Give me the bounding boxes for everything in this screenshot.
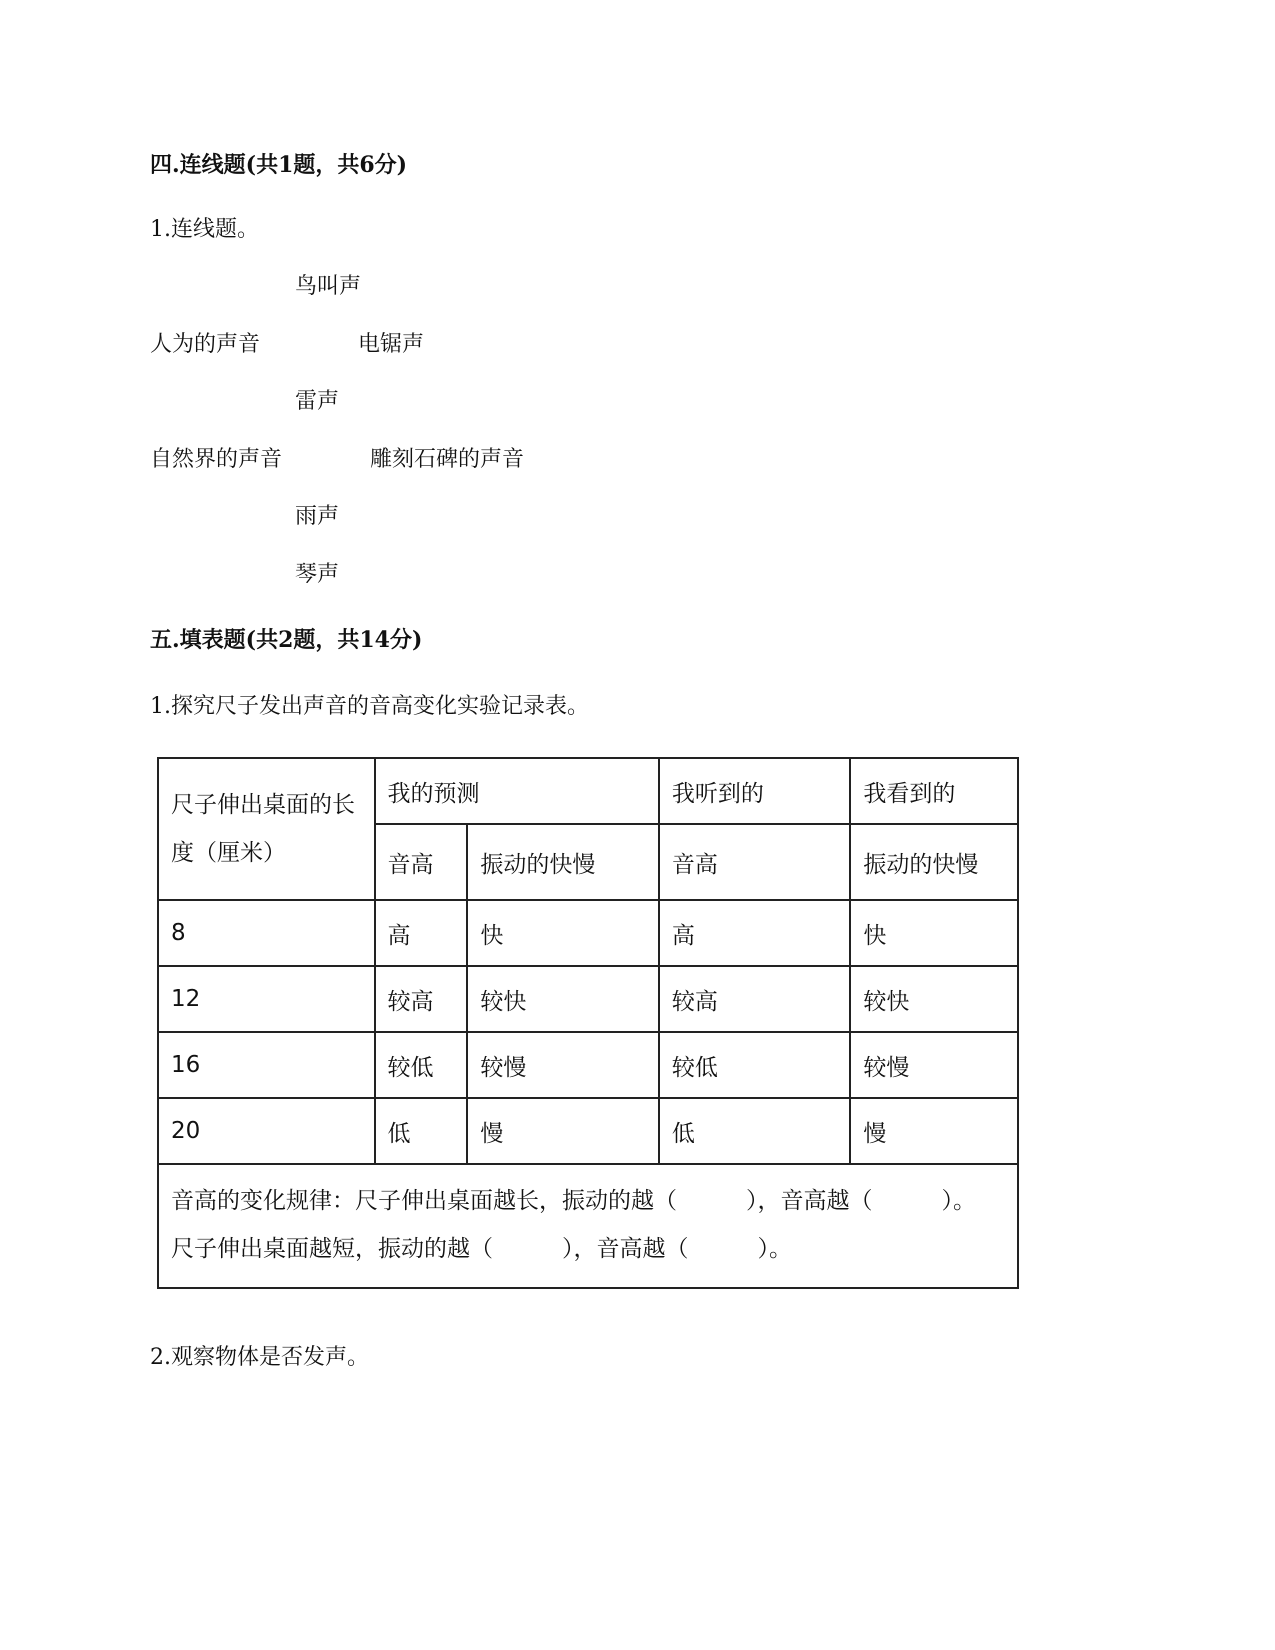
pitch-rule-fill-in: [158, 1164, 1018, 1288]
cell-seen-speed: 较快: [850, 966, 1018, 1032]
cell-heard-pitch: 较高: [659, 966, 851, 1032]
cell-pred-speed: 较快: [467, 966, 659, 1032]
pitch-rule-line-2: 尺子伸出桌面越短，振动的越（ ），音高越（ ）。: [171, 1236, 792, 1262]
section4-question: 1.连线题。: [150, 217, 259, 242]
cell-pred-pitch: 高: [375, 900, 468, 966]
cell-pred-pitch: 低: [375, 1098, 468, 1164]
table-row: [158, 966, 1018, 1032]
subheader-vibration-speed: 振动的快慢: [467, 824, 659, 900]
header-what-i-heard: 我听到的: [659, 758, 851, 824]
subheader-pitch: 音高: [375, 824, 468, 900]
header-my-prediction: 我的预测: [375, 758, 659, 824]
cell-pred-speed: 快: [467, 900, 659, 966]
cell-heard-pitch: 低: [659, 1098, 851, 1164]
subheader-vibration-speed: 振动的快慢: [850, 824, 1018, 900]
match-right-item: 雨声: [295, 504, 340, 529]
match-right-item: 雕刻石碑的声音: [370, 447, 525, 472]
table-row: [158, 1032, 1018, 1098]
section5-question-2: 2.观察物体是否发声。: [150, 1345, 369, 1370]
match-left-item: 自然界的声音: [150, 447, 283, 472]
experiment-record-table: [157, 757, 1019, 1289]
match-right-item: 雷声: [295, 389, 340, 414]
cell-seen-speed: 较慢: [850, 1032, 1018, 1098]
cell-pred-speed: 慢: [467, 1098, 659, 1164]
cell-heard-pitch: 高: [659, 900, 851, 966]
header-what-i-saw: 我看到的: [850, 758, 1018, 824]
cell-heard-pitch: 较低: [659, 1032, 851, 1098]
table-row: [158, 1098, 1018, 1164]
section5-heading: 五.填表题(共2题，共14分): [150, 627, 423, 653]
pitch-rule-line-1: 音高的变化规律：尺子伸出桌面越长，振动的越（ ），音高越（ ）。: [171, 1188, 976, 1214]
section4-heading: 四.连线题(共1题，共6分): [150, 152, 408, 178]
cell-length: 12: [158, 966, 375, 1032]
match-right-item: 鸟叫声: [295, 274, 362, 299]
table-footer-row: [158, 1164, 1018, 1288]
section5-question-1: 1.探究尺子发出声音的音高变化实验记录表。: [150, 694, 589, 719]
cell-pred-pitch: 较低: [375, 1032, 468, 1098]
header-length: 尺子伸出桌面的长度（厘米）: [158, 758, 375, 900]
cell-seen-speed: 快: [850, 900, 1018, 966]
cell-seen-speed: 慢: [850, 1098, 1018, 1164]
subheader-pitch: 音高: [659, 824, 851, 900]
table-header-row: [158, 758, 1018, 824]
cell-length: 8: [158, 900, 375, 966]
cell-length: 20: [158, 1098, 375, 1164]
match-right-item: 电锯声: [358, 332, 425, 357]
match-left-item: 人为的声音: [150, 332, 261, 357]
match-right-item: 琴声: [295, 562, 340, 587]
cell-length: 16: [158, 1032, 375, 1098]
table-row: [158, 900, 1018, 966]
cell-pred-pitch: 较高: [375, 966, 468, 1032]
cell-pred-speed: 较慢: [467, 1032, 659, 1098]
